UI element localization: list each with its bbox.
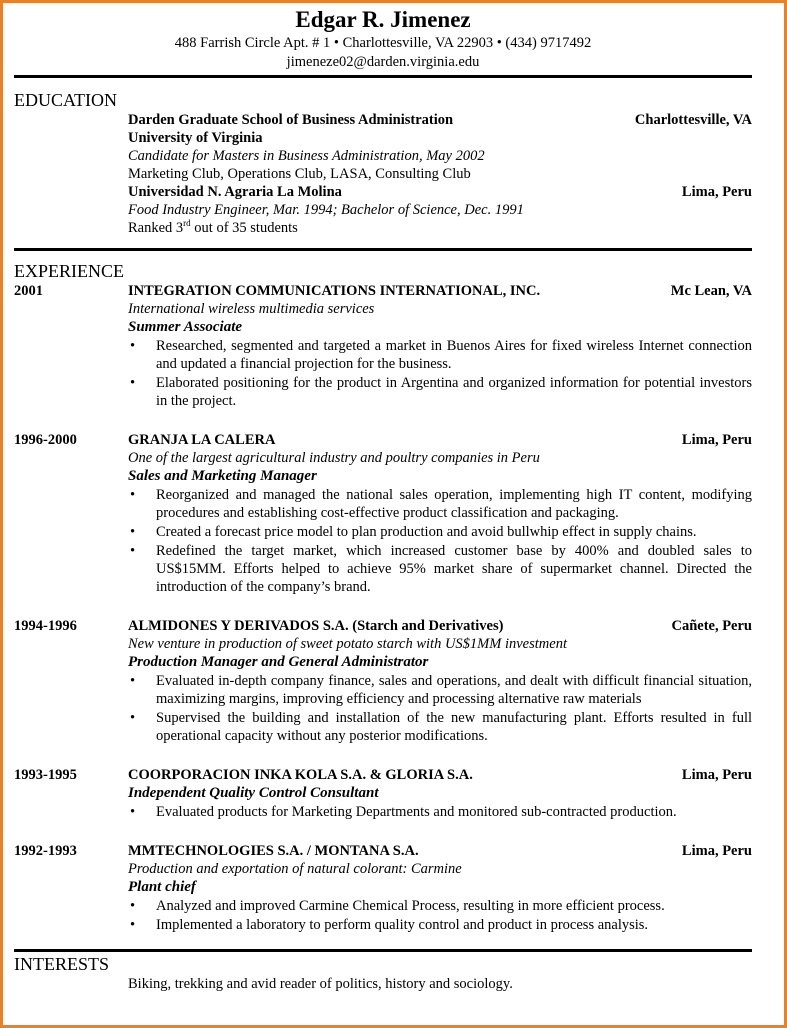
bullet-text: Supervised the building and installation of the new manufacturing plant. Efforts resulted in full operational capacity without any posterior modifications. [156,710,752,744]
school-location: Lima, Peru [681,184,752,200]
school-name: Universidad N. Agraria La Molina [128,184,342,200]
bullet-icon: • [130,338,136,354]
company-description: Production and exportation of natural colorant: Carmine [128,861,462,877]
company-location: Mc Lean, VA [670,283,752,299]
section-divider [14,949,752,952]
bullet-icon: • [130,543,136,559]
resume-header [14,6,752,72]
bullet-item [128,374,752,410]
candidate-name: Edgar R. Jimenez [295,7,471,32]
company-name: ALMIDONES Y DERIVADOS S.A. (Starch and Derivatives) [128,618,504,634]
job-entry [14,282,752,411]
bullet-text: Researched, segmented and targeted a market in Buenos Aires for fixed wireless Internet connection and updated a financial projection for the business. [156,338,752,372]
bullet-icon: • [130,673,136,689]
company-description: New venture in production of sweet potato starch with US$1MM investment [128,636,567,652]
bullet-item [128,916,752,934]
company-line [128,617,752,635]
company-location: Lima, Peru [681,843,752,859]
job-years: 2001 [14,283,43,299]
clubs: Marketing Club, Operations Club, LASA, Consulting Club [128,166,471,182]
job-entry [14,842,752,935]
bullet-list [128,672,752,745]
bullet-icon: • [130,804,136,820]
company-location: Lima, Peru [681,432,752,448]
company-name: MMTECHNOLOGIES S.A. / MONTANA S.A. [128,843,419,859]
bullet-item [128,542,752,596]
company-name: COORPORACION INKA KOLA S.A. & GLORIA S.A. [128,767,473,783]
job-years: 1992-1993 [14,843,77,859]
resume-page [14,6,752,993]
degree: Candidate for Masters in Business Administration, May 2002 [128,148,485,164]
bullet-icon: • [130,898,136,914]
degree: Food Industry Engineer, Mar. 1994; Bachelor of Science, Dec. 1991 [128,202,524,218]
job-years: 1993-1995 [14,767,77,783]
company-line [128,766,752,784]
class-rank: Ranked 3rd out of 35 students [128,218,298,236]
bullet-item [128,672,752,708]
bullet-icon: • [130,917,136,933]
bullet-list [128,337,752,410]
education-block [14,111,752,237]
bullet-text: Elaborated positioning for the product in Argentina and organized information for potential investors in the project. [156,375,752,409]
bullet-text: Redefined the target market, which increased customer base by 400% and doubled sales to US$15MM. Efforts helped to achieve 95% market share of supermarket channel. Directed the introduction of the company’s brand. [156,543,752,595]
bullet-text: Implemented a laboratory to perform quality control and product in process analysis. [156,917,649,933]
bullet-icon: • [130,710,136,726]
bullet-icon: • [130,524,136,540]
bullet-item [128,523,752,541]
bullet-text: Created a forecast price model to plan production and avoid bullwhip effect in supply chains. [156,524,697,540]
bullet-item [128,709,752,745]
bullet-item [128,897,752,915]
company-name: GRANJA LA CALERA [128,432,276,448]
university-name: University of Virginia [128,130,263,146]
job-title: Summer Associate [128,319,243,335]
company-name: INTEGRATION COMMUNICATIONS INTERNATIONAL, INC. [128,283,541,299]
header-divider [14,75,752,78]
contact-email: jimeneze02@darden.virginia.edu [286,54,480,70]
experience-list [14,282,752,935]
job-years: 1994-1996 [14,618,77,634]
bullet-item [128,486,752,522]
bullet-text: Evaluated products for Marketing Departments and monitored sub-contracted production. [156,804,677,820]
company-location: Lima, Peru [681,767,752,783]
job-entry [14,617,752,746]
job-title: Independent Quality Control Consultant [128,785,379,801]
company-location: Cañete, Peru [671,618,752,634]
bullet-text: Analyzed and improved Carmine Chemical Process, resulting in more efficient process. [156,898,665,914]
company-line [128,842,752,860]
bullet-list [128,897,752,934]
contact-address: 488 Farrish Circle Apt. # 1 • Charlottesville, VA 22903 • (434) 9717492 [174,35,592,51]
bullet-icon: • [130,375,136,391]
interests-heading: INTERESTS [14,954,110,974]
job-entry [14,431,752,597]
job-entry [14,766,752,822]
job-title: Sales and Marketing Manager [128,468,317,484]
bullet-list [128,486,752,596]
bullet-text: Reorganized and managed the national sales operation, implementing high IT content, modifying procedures and establishing cost-effective product classification and packaging. [156,487,752,521]
company-line [128,282,752,300]
company-line [128,431,752,449]
bullet-item [128,337,752,373]
school-line [128,183,752,201]
company-description: One of the largest agricultural industry and poultry companies in Peru [128,450,540,466]
job-title: Plant chief [128,879,196,895]
interests-block [14,975,752,993]
bullet-icon: • [130,487,136,503]
education-heading: EDUCATION [14,90,117,110]
experience-heading: EXPERIENCE [14,261,124,281]
section-divider [14,248,752,251]
bullet-text: Evaluated in-depth company finance, sales and operations, and dealt with difficult financial situation, maximizing margins, improving efficiency and processing alternative raw materials [156,673,752,707]
interests-text: Biking, trekking and avid reader of politics, history and sociology. [128,976,513,992]
company-description: International wireless multimedia services [128,301,375,317]
bullet-item [128,803,752,821]
job-years: 1996-2000 [14,432,77,448]
school-line [128,111,752,129]
school-name: Darden Graduate School of Business Administration [128,112,454,128]
bullet-list [128,803,752,821]
job-title: Production Manager and General Administrator [128,654,429,670]
school-location: Charlottesville, VA [634,112,752,128]
